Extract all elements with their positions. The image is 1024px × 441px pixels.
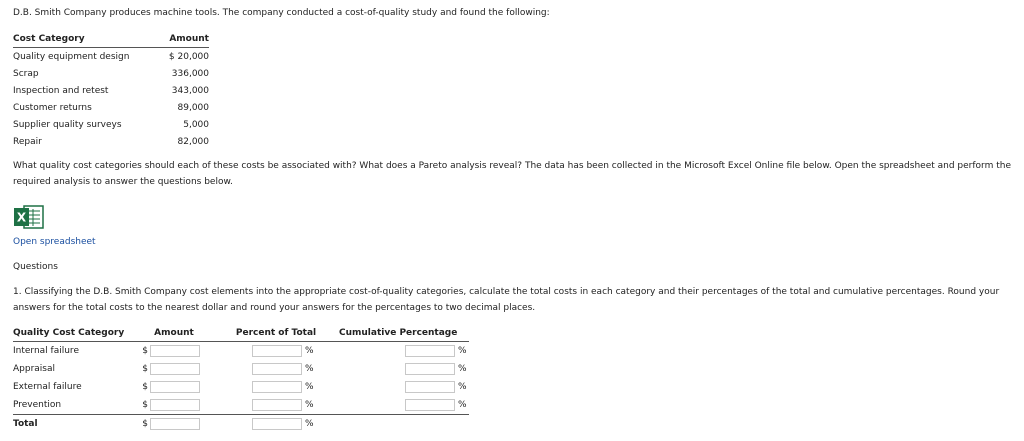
percent-sign: % bbox=[305, 346, 314, 356]
cost-row bbox=[13, 133, 209, 150]
answer-table bbox=[13, 325, 469, 433]
answer-category: Appraisal bbox=[13, 364, 56, 374]
cost-amount: 343,000 bbox=[171, 85, 209, 96]
amount-header: Amount bbox=[135, 325, 213, 342]
cost-amount: 89,000 bbox=[177, 102, 209, 113]
amount-input[interactable] bbox=[150, 381, 200, 393]
cost-category: Supplier quality surveys bbox=[13, 119, 122, 130]
total-percent-input[interactable] bbox=[252, 418, 302, 430]
cost-table-header bbox=[13, 31, 209, 48]
cost-amount: 82,000 bbox=[177, 136, 209, 147]
cost-category: Customer returns bbox=[13, 102, 92, 113]
cumulative-input[interactable] bbox=[405, 399, 455, 411]
cost-row bbox=[13, 99, 209, 116]
percent-input[interactable] bbox=[252, 399, 302, 411]
cost-amount: 336,000 bbox=[171, 68, 209, 79]
answer-row bbox=[13, 378, 469, 396]
percent-of-total-header: Percent of Total bbox=[213, 325, 339, 342]
cost-row bbox=[13, 82, 209, 99]
percent-sign: % bbox=[458, 346, 467, 356]
percent-input[interactable] bbox=[252, 381, 302, 393]
cost-table bbox=[13, 31, 209, 150]
excel-icon[interactable] bbox=[14, 204, 44, 230]
cost-row bbox=[13, 48, 209, 66]
answer-category: Internal failure bbox=[13, 346, 79, 356]
percent-sign: % bbox=[305, 419, 314, 429]
total-amount-input[interactable] bbox=[150, 418, 200, 430]
percent-sign: % bbox=[305, 382, 314, 392]
percent-input[interactable] bbox=[252, 345, 302, 357]
questions-heading: Questions bbox=[13, 262, 58, 272]
cost-category: Scrap bbox=[13, 68, 39, 79]
total-label: Total bbox=[13, 415, 135, 434]
cost-category: Quality equipment design bbox=[13, 51, 130, 62]
answer-row bbox=[13, 396, 469, 415]
quality-cost-category-header: Quality Cost Category bbox=[13, 325, 135, 342]
cumulative-input[interactable] bbox=[405, 381, 455, 393]
cumulative-input[interactable] bbox=[405, 345, 455, 357]
open-spreadsheet-link[interactable]: Open spreadsheet bbox=[13, 237, 96, 247]
amount-input[interactable] bbox=[150, 345, 200, 357]
cost-category-header: Cost Category bbox=[13, 31, 163, 48]
total-row bbox=[13, 415, 469, 434]
cost-amount: 5,000 bbox=[183, 119, 209, 130]
answer-category: Prevention bbox=[13, 400, 62, 410]
percent-sign: % bbox=[458, 364, 467, 374]
dollar-sign: $ bbox=[142, 346, 148, 356]
cost-row bbox=[13, 116, 209, 133]
dollar-sign: $ bbox=[142, 364, 148, 374]
svg-text:X: X bbox=[16, 210, 27, 225]
answer-row bbox=[13, 342, 469, 361]
answer-table-header bbox=[13, 325, 469, 342]
amount-input[interactable] bbox=[150, 363, 200, 375]
cost-amount: $ 20,000 bbox=[168, 51, 209, 62]
dollar-sign: $ bbox=[142, 419, 148, 429]
answer-category: External failure bbox=[13, 382, 82, 392]
percent-sign: % bbox=[305, 400, 314, 410]
amount-input[interactable] bbox=[150, 399, 200, 411]
amount-header: Amount bbox=[163, 31, 209, 48]
intro-text: D.B. Smith Company produces machine tools. The company conducted a cost-of-quality study and found the following: bbox=[13, 8, 550, 18]
cumulative-input[interactable] bbox=[405, 363, 455, 375]
percent-sign: % bbox=[458, 400, 467, 410]
percent-input[interactable] bbox=[252, 363, 302, 375]
cost-category: Repair bbox=[13, 136, 42, 147]
percent-sign: % bbox=[305, 364, 314, 374]
question-text: What quality cost categories should each of these costs be associated with? What does a Pareto analysis reveal? The data has been collected in the Microsoft Excel Online file below. Open the spreadsheet and perform the required analysis to answer the questions below. bbox=[13, 161, 1011, 187]
question-1-text: 1. Classifying the D.B. Smith Company cost elements into the appropriate cost-of-quality categories, calculate the total costs in each category and their percentages of the total and cumulative percentages. Round your answers for the total costs to the nearest dollar and round your answers for the percentages to two decimal places. bbox=[13, 287, 1000, 313]
cost-category: Inspection and retest bbox=[13, 85, 109, 96]
cumulative-percentage-header: Cumulative Percentage bbox=[339, 325, 469, 342]
cost-row bbox=[13, 65, 209, 82]
dollar-sign: $ bbox=[142, 400, 148, 410]
answer-row bbox=[13, 360, 469, 378]
dollar-sign: $ bbox=[142, 382, 148, 392]
percent-sign: % bbox=[458, 382, 467, 392]
